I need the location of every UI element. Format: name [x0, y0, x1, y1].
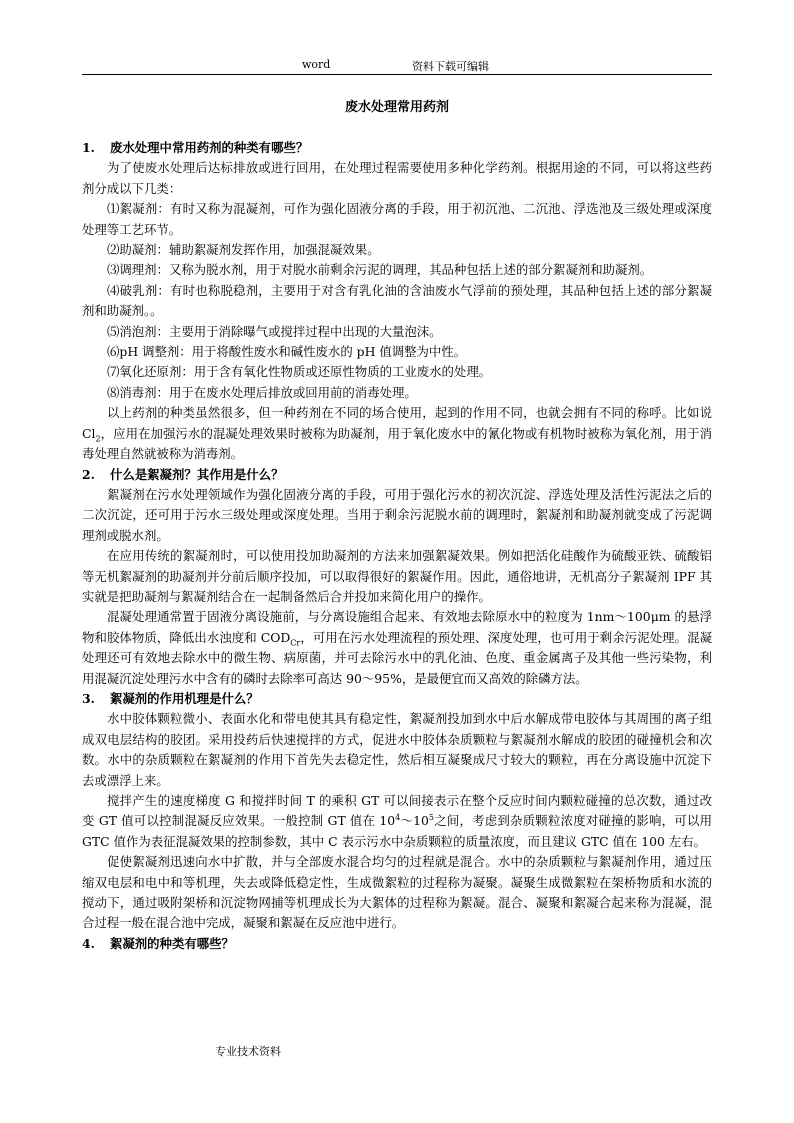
paragraph: 为了使废水处理后达标排放或进行回用，在处理过程需要使用多种化学药剂。根据用途的不同，可以将这些药剂分成以下几类：: [82, 160, 712, 196]
list-item: ⑵助凝剂：辅助絮凝剂发挥作用，加强混凝效果。: [107, 242, 380, 258]
section-number: 3.: [82, 690, 95, 706]
text-run: 以上药剂的种类虽然很多，但一种药剂在不同的场合使用，起到的作用不同，也就会拥有不同的称呼。比如说 Cl: [82, 405, 712, 441]
document-body: [82, 138, 712, 954]
section-heading: [82, 689, 712, 709]
list-item: ⑷破乳剂：有时也称脱稳剂，主要用于对含有乳化油的含油废水气浮前的预处理，其品种包括上述的部分絮凝剂和助凝剂。。: [82, 282, 712, 319]
list-item: ⑸消泡剂：主要用于消除曝气或搅拌过程中出现的大量泡沫。: [107, 323, 442, 339]
text-run: 混凝处理通常置于固液分离设施前，与分离设施组合起来、有效地去除原水中的粒度为 1nm～100μm 的悬浮物和胶体物质，降低出水浊度和 COD: [82, 609, 712, 645]
paragraph: [82, 791, 712, 852]
header-right: 资料下载可编辑: [412, 60, 489, 73]
section-title: 废水处理中常用药剂的种类有哪些？: [110, 140, 309, 155]
list-item: ⑹pH 调整剂：用于将酸性废水和碱性废水的 pH 值调整为中性。: [107, 344, 467, 360]
document-title: 废水处理常用药剂: [344, 100, 449, 115]
list-item: ⑶调理剂：又称为脱水剂，用于对脱水前剩余污泥的调理，其品种包括上述的部分絮凝剂和助凝剂。: [107, 262, 653, 278]
section-heading: [82, 138, 712, 158]
text-run: 搅拌产生的速度梯度 G 和搅拌时间 T 的乘积 GT 可以间接表示在整个反应时间内颗粒碰撞的总次数，通过改变 GT 值可以控制混凝反应效果。一般控制 GT 值在 10: [82, 793, 712, 829]
subscript: Cr: [290, 638, 301, 648]
paragraph: 水中胶体颗粒微小、表面水化和带电使其具有稳定性，絮凝剂投加到水中后水解成带电胶体与其周围的离子组成双电层结构的胶团。采用投药后快速搅拌的方式，促进水中胶体杂质颗粒与絮凝剂水解成的胶团的碰撞机会和次数。水中的杂质颗粒在絮凝剂的作用下首先失去稳定性，然后相互凝聚成尺寸较大的颗粒，再在分离设施中沉淀下去或漂浮上来。: [82, 711, 712, 788]
page-header: [82, 56, 712, 75]
section-heading: [82, 934, 712, 954]
section-number: 1.: [82, 140, 95, 155]
section-title: 什么是絮凝剂？其作用是什么？: [110, 466, 284, 482]
paragraph: 絮凝剂在污水处理领域作为强化固液分离的手段，可用于强化污水的初次沉淀、浮选处理及活性污泥法之后的二次沉淀，还可用于污水三级处理或深度处理。当用于剩余污泥脱水前的调理时，絮凝剂和助凝剂就变成了污泥调理剂或脱水剂。: [82, 486, 712, 543]
section-title: 絮凝剂的种类有哪些？: [110, 935, 234, 951]
paragraph: 促使絮凝剂迅速向水中扩散，并与全部废水混合均匀的过程就是混合。水中的杂质颗粒与絮凝剂作用，通过压缩双电层和电中和等机理，失去或降低稳定性，生成微絮粒的过程称为凝聚。凝聚生成微絮粒在架桥物质和水流的搅动下，通过吸附架桥和沉淀物网捕等机理成长为大絮体的过程称为絮凝。混合、凝聚和絮凝合起来称为混凝，混合过程一般在混合池中完成，凝聚和絮凝在反应池中进行。: [82, 854, 712, 931]
paragraph: [82, 403, 712, 464]
section-heading: [82, 465, 712, 485]
list-item: ⑻消毒剂：用于在废水处理后排放或回用前的消毒处理。: [107, 384, 417, 400]
section-number: 2.: [82, 466, 95, 482]
superscript: 4: [395, 813, 401, 823]
text-run: ，可用在污水处理流程的预处理、深度处理，也可用于剩余污泥处理。混凝处理还可有效地去除水中的微生物、病原菌，并可去除污水中的乳化油、色度、重金属离子及其他一些污染物，利用混凝沉淀处理污水中含有的磷时去除率可高达 90～95%，是最便宜而又高效的除磷方法。: [82, 629, 713, 686]
subscript: 2: [95, 434, 101, 444]
section-number: 4.: [82, 935, 95, 951]
text-run: 之间，考虑到杂质颗粒浓度对碰撞的影响，可以用 GTC 值作为表征混凝效果的控制参数，其中 C 表示污水中杂质颗粒的质量浓度，而且建议 GTC 值在 100 左右。: [82, 813, 712, 849]
header-left: word: [302, 58, 331, 71]
superscript: 5: [428, 813, 434, 823]
paragraph: [82, 607, 712, 689]
list-item: ⑴絮凝剂：有时又称为混凝剂，可作为强化固液分离的手段，用于初沉池、二沉池、浮选池及三级处理或深度处理等工艺环节。: [82, 201, 712, 237]
section-title: 絮凝剂的作用机理是什么？: [110, 690, 259, 706]
list-item: ⑺氧化还原剂：用于含有氧化性物质或还原性物质的工业废水的处理。: [107, 364, 492, 380]
text-run: ～10: [400, 813, 429, 829]
page-footer: 专业技术资料: [215, 1045, 281, 1058]
paragraph: 在应用传统的絮凝剂时，可以使用投加助凝剂的方法来加强絮凝效果。例如把活化硅酸作为硫酸亚铁、硫酸铝等无机絮凝剂的助凝剂并分前后顺序投加，可以取得很好的絮凝作用。因此，通俗地讲，无机高分子絮凝剂 IPF 其实就是把助凝剂与絮凝剂结合在一起制备然后合并投加来简化用户的操作。: [82, 548, 712, 604]
text-run: ，应用在加强污水的混凝处理效果时被称为助凝剂，用于氧化废水中的氰化物或有机物时被称为氧化剂，用于消毒处理自然就被称为消毒剂。: [82, 425, 712, 462]
